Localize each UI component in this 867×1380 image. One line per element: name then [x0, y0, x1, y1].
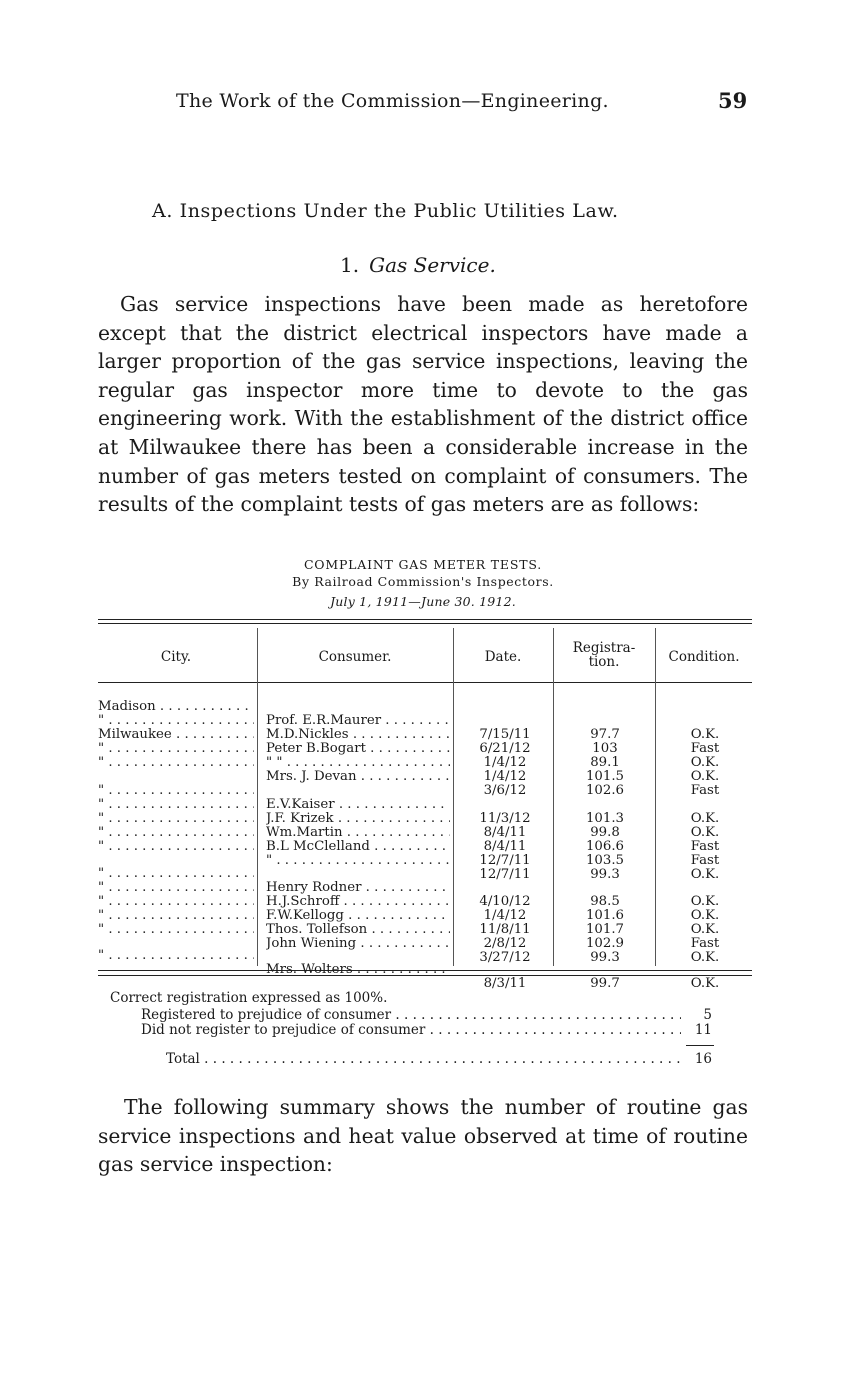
column-header-registration-line2: tion.: [588, 654, 620, 670]
cell-registration: 102.6: [585, 784, 625, 798]
cell-date: 11/3/12: [479, 812, 531, 826]
cell-city: " . . .: [98, 714, 254, 728]
cell-consumer: Mrs. J. Devan . . .: [266, 770, 450, 784]
cell-date: 7/15/11: [479, 728, 531, 742]
cell-consumer: Wm.Martin . . .: [266, 826, 450, 840]
subsection-number: 1.: [340, 253, 360, 277]
note-correct-registration: Correct registration expressed as 100%.: [110, 990, 388, 1006]
cell-condition: O.K.: [690, 756, 720, 770]
cell-consumer: Henry Rodner . . .: [266, 881, 450, 895]
cell-condition: O.K.: [690, 977, 720, 991]
column-header-registration-line1: Registra-: [572, 640, 636, 656]
table-top-rule-2: [98, 623, 752, 624]
cell-consumer: E.V.Kaiser . . .: [266, 798, 450, 812]
cell-condition: O.K.: [690, 868, 720, 882]
cell-date: 12/7/11: [479, 868, 531, 882]
cell-city: " . . .: [98, 895, 254, 909]
cell-consumer: John Wiening . . .: [266, 937, 450, 951]
intro-paragraph: Gas service inspections have been made as heretofore except that the district electrical inspectors have made a larger proportion of the gas service inspections, leaving the regular gas inspector more time to devote to the gas engineering work. With the establishment of the district office at Milwaukee there has been a considerable increase in the number of gas meters tested on complaint of consumers. The results of the complaint tests of gas meters are as follows:: [98, 292, 748, 517]
cell-registration: 97.7: [590, 728, 620, 742]
closing-paragraph: The following summary shows the number of routine gas service inspections and heat value observed at time of routine gas service inspection:: [98, 1095, 748, 1177]
cell-city: " . . .: [98, 923, 254, 937]
cell-city: " . . .: [98, 742, 254, 756]
note-not-registered-value: 11: [694, 1022, 712, 1038]
section-heading: A. Inspections Under the Public Utilities Law.: [152, 200, 619, 222]
cell-condition: Fast: [690, 937, 720, 951]
note-total-label: Total . . .: [166, 1052, 681, 1067]
cell-consumer: Mrs. Wolters . . .: [266, 963, 450, 977]
subsection-heading: [340, 253, 496, 277]
cell-city: " . . .: [98, 812, 254, 826]
cell-date: 3/6/12: [483, 784, 527, 798]
cell-condition: Fast: [690, 854, 720, 868]
cell-condition: O.K.: [690, 923, 720, 937]
cell-consumer: F.W.Kellogg . . .: [266, 909, 450, 923]
column-header-city: City.: [160, 649, 192, 665]
cell-city: " . . .: [98, 881, 254, 895]
cell-city: " . . .: [98, 784, 254, 798]
cell-consumer: M.D.Nickles . . .: [266, 728, 450, 742]
column-header-registration: [554, 641, 654, 669]
cell-city: " . . .: [98, 867, 254, 881]
cell-condition: O.K.: [690, 770, 720, 784]
table-top-rule: [98, 619, 752, 620]
cell-city: " . . .: [98, 756, 254, 770]
table-period: July 1, 1911—June 30. 1912.: [330, 594, 516, 609]
cell-date: 4/10/12: [479, 895, 531, 909]
cell-registration: 89.1: [590, 756, 620, 770]
table-subtitle: By Railroad Commission's Inspectors.: [292, 574, 554, 589]
note-registered-label: Registered to prejudice of consumer . . .: [141, 1008, 681, 1023]
cell-city: " . . .: [98, 949, 254, 963]
table-header-rule: [98, 682, 752, 683]
cell-condition: Fast: [690, 840, 720, 854]
table-title: COMPLAINT GAS METER TESTS.: [303, 557, 543, 572]
cell-city: " . . .: [98, 826, 254, 840]
cell-date: 1/4/12: [483, 909, 527, 923]
note-registered-value: 5: [703, 1007, 712, 1023]
note-total-value: 16: [694, 1051, 712, 1067]
cell-registration: 99.8: [590, 826, 620, 840]
cell-condition: O.K.: [690, 909, 720, 923]
column-header-date: Date.: [484, 649, 522, 665]
cell-date: 8/4/11: [483, 826, 527, 840]
cell-city: Milwaukee . . .: [98, 728, 254, 742]
cell-condition: O.K.: [690, 812, 720, 826]
cell-date: 3/27/12: [479, 951, 531, 965]
cell-consumer: J.F. Krizek . . .: [266, 812, 450, 826]
column-header-condition: Condition.: [668, 649, 740, 665]
cell-date: 2/8/12: [483, 937, 527, 951]
cell-registration: 106.6: [585, 840, 625, 854]
total-rule: [686, 1045, 714, 1046]
cell-condition: O.K.: [690, 951, 720, 965]
cell-consumer: B.L McClelland . . .: [266, 840, 450, 854]
cell-city: " . . .: [98, 909, 254, 923]
cell-consumer: " " . . .: [266, 756, 450, 770]
cell-condition: O.K.: [690, 826, 720, 840]
cell-date: 11/8/11: [479, 923, 531, 937]
cell-registration: 99.7: [590, 977, 620, 991]
cell-condition: O.K.: [690, 895, 720, 909]
cell-consumer: H.J.Schroff . . .: [266, 895, 450, 909]
cell-registration: 101.7: [585, 923, 625, 937]
cell-date: 8/4/11: [483, 840, 527, 854]
cell-date: 12/7/11: [479, 854, 531, 868]
cell-registration: 102.9: [585, 937, 625, 951]
cell-date: 1/4/12: [483, 756, 527, 770]
running-header: The Work of the Commission—Engineering.: [176, 90, 609, 112]
cell-condition: Fast: [690, 742, 720, 756]
cell-consumer: Prof. E.R.Maurer . . .: [266, 714, 450, 728]
cell-consumer: Thos. Tollefson . . .: [266, 923, 450, 937]
cell-registration: 98.5: [590, 895, 620, 909]
cell-consumer: Peter B.Bogart . . .: [266, 742, 450, 756]
cell-city: Madison . . .: [98, 700, 254, 714]
note-not-registered-label: Did not register to prejudice of consumer . . .: [141, 1023, 681, 1038]
cell-city: " . . .: [98, 840, 254, 854]
cell-date: 8/3/11: [483, 977, 527, 991]
column-header-consumer: Consumer.: [318, 649, 392, 665]
cell-registration: 99.3: [590, 951, 620, 965]
cell-city: " . . .: [98, 798, 254, 812]
cell-registration: 101.5: [585, 770, 625, 784]
cell-registration: 101.6: [585, 909, 625, 923]
cell-registration: 99.3: [590, 868, 620, 882]
cell-condition: O.K.: [690, 728, 720, 742]
table-row: [0, 949, 867, 991]
cell-consumer: " . . .: [266, 854, 450, 868]
cell-date: 1/4/12: [483, 770, 527, 784]
cell-registration: 103.5: [585, 854, 625, 868]
cell-condition: Fast: [690, 784, 720, 798]
cell-registration: 101.3: [585, 812, 625, 826]
cell-date: 6/21/12: [479, 742, 531, 756]
page-number: 59: [718, 88, 748, 113]
subsection-title: Gas Service.: [369, 253, 496, 277]
cell-registration: 103: [592, 742, 618, 756]
